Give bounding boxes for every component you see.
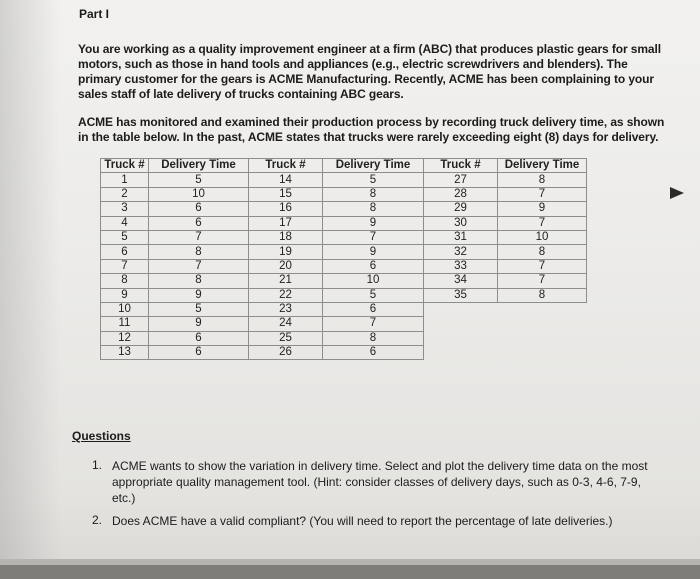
table-cell: 34 [424, 274, 498, 288]
table-cell: 2 [101, 187, 149, 201]
table-cell [498, 317, 587, 331]
table-cell [498, 302, 587, 316]
table-cell: 32 [424, 245, 498, 259]
table-cell: 4 [101, 216, 149, 230]
column-header: Truck # [101, 159, 149, 173]
table-row [101, 317, 587, 331]
table-cell: 8 [498, 173, 587, 187]
table-cell: 3 [101, 202, 149, 216]
table-cell: 7 [101, 259, 149, 273]
question-1-text: ACME wants to show the variation in delivery time. Select and plot the delivery time data on the most appropriate quality management tool. (Hint: consider classes of delivery days, such as 0-3, 4-6, 7-9, etc.) [112, 459, 648, 505]
table-cell: 8 [323, 331, 424, 345]
table-cell: 31 [424, 230, 498, 244]
table-row [101, 331, 587, 345]
table-cell: 5 [149, 302, 249, 316]
mouse-pointer-icon [670, 187, 684, 199]
table-cell: 22 [249, 288, 323, 302]
table-row [101, 202, 587, 216]
table-cell: 8 [323, 187, 424, 201]
table-cell: 12 [101, 331, 149, 345]
table-cell [424, 317, 498, 331]
table-cell: 7 [323, 230, 424, 244]
questions-title: Questions [72, 429, 131, 443]
table-cell: 10 [101, 302, 149, 316]
table-cell: 5 [323, 288, 424, 302]
table-cell: 20 [249, 259, 323, 273]
column-header: Delivery Time [149, 159, 249, 173]
table-cell: 15 [249, 187, 323, 201]
table-cell: 5 [101, 230, 149, 244]
table-cell: 25 [249, 331, 323, 345]
table-cell: 6 [149, 331, 249, 345]
table-cell: 7 [323, 317, 424, 331]
table-cell [424, 302, 498, 316]
delivery-time-table [100, 158, 587, 360]
table-cell: 9 [149, 317, 249, 331]
question-2-text: Does ACME have a valid compliant? (You will need to report the percentage of late deliveries.) [112, 514, 613, 528]
table-cell: 10 [498, 230, 587, 244]
table-cell [424, 346, 498, 360]
table-cell: 7 [498, 274, 587, 288]
table-cell: 6 [149, 216, 249, 230]
table-cell: 8 [149, 274, 249, 288]
table-cell: 10 [149, 187, 249, 201]
table-row [101, 216, 587, 230]
table-cell: 8 [498, 288, 587, 302]
table-cell: 7 [149, 230, 249, 244]
table-cell: 21 [249, 274, 323, 288]
table-cell: 8 [101, 274, 149, 288]
table-row [101, 274, 587, 288]
table-cell: 17 [249, 216, 323, 230]
table-cell: 6 [323, 302, 424, 316]
table-row [101, 173, 587, 187]
table-cell: 5 [149, 173, 249, 187]
table-cell: 18 [249, 230, 323, 244]
table-cell: 9 [323, 216, 424, 230]
table-cell: 7 [149, 259, 249, 273]
table-cell: 19 [249, 245, 323, 259]
table-cell: 6 [323, 346, 424, 360]
table-cell [498, 331, 587, 345]
table-cell: 9 [101, 288, 149, 302]
table-cell: 8 [323, 202, 424, 216]
table-cell: 30 [424, 216, 498, 230]
table-cell: 24 [249, 317, 323, 331]
table-cell: 9 [323, 245, 424, 259]
table-row [101, 288, 587, 302]
table-cell: 35 [424, 288, 498, 302]
table-cell: 1 [101, 173, 149, 187]
table-cell: 6 [101, 245, 149, 259]
table-cell [498, 346, 587, 360]
column-header: Delivery Time [323, 159, 424, 173]
table-row [101, 302, 587, 316]
table-cell: 9 [498, 202, 587, 216]
table-cell: 29 [424, 202, 498, 216]
photo-edge-dark [0, 565, 700, 579]
table-row [101, 187, 587, 201]
column-header: Truck # [424, 159, 498, 173]
monitoring-paragraph: ACME has monitored and examined their production process by recording truck delivery time, as shown in the table below. In the past, ACME states that trucks were rarely exceeding eight (8) days for delivery. [78, 115, 665, 144]
table-row [101, 230, 587, 244]
table-cell: 5 [323, 173, 424, 187]
table-cell: 16 [249, 202, 323, 216]
table-cell: 33 [424, 259, 498, 273]
table-row [101, 259, 587, 273]
table-cell: 13 [101, 346, 149, 360]
part-title: Part I [79, 7, 110, 21]
column-header: Delivery Time [498, 159, 587, 173]
table-cell: 7 [498, 187, 587, 201]
table-cell: 27 [424, 173, 498, 187]
table-cell: 23 [249, 302, 323, 316]
table-cell: 26 [249, 346, 323, 360]
table-cell: 6 [149, 346, 249, 360]
table-cell: 11 [101, 317, 149, 331]
question-2-number: 2. [92, 513, 103, 527]
table-cell: 7 [498, 216, 587, 230]
table-cell: 28 [424, 187, 498, 201]
table-cell: 10 [323, 274, 424, 288]
table-header-row [101, 159, 587, 173]
table-cell: 6 [323, 259, 424, 273]
table-row [101, 245, 587, 259]
table-cell: 9 [149, 288, 249, 302]
table-row [101, 346, 587, 360]
photo-shadow [0, 0, 60, 579]
table-cell: 8 [149, 245, 249, 259]
table-cell: 6 [149, 202, 249, 216]
table-cell: 14 [249, 173, 323, 187]
question-1-number: 1. [92, 458, 103, 472]
table-cell: 8 [498, 245, 587, 259]
table-cell [424, 331, 498, 345]
column-header: Truck # [249, 159, 323, 173]
table-cell: 7 [498, 259, 587, 273]
intro-paragraph: You are working as a quality improvement engineer at a firm (ABC) that produces plastic gears for small motors, such as those in hand tools and appliances (e.g., electric screwdrivers and blenders). The primary customer for the gears is ACME Manufacturing. Recently, ACME has been complaining to your sales staff of late delivery of trucks containing ABC gears. [78, 42, 661, 101]
